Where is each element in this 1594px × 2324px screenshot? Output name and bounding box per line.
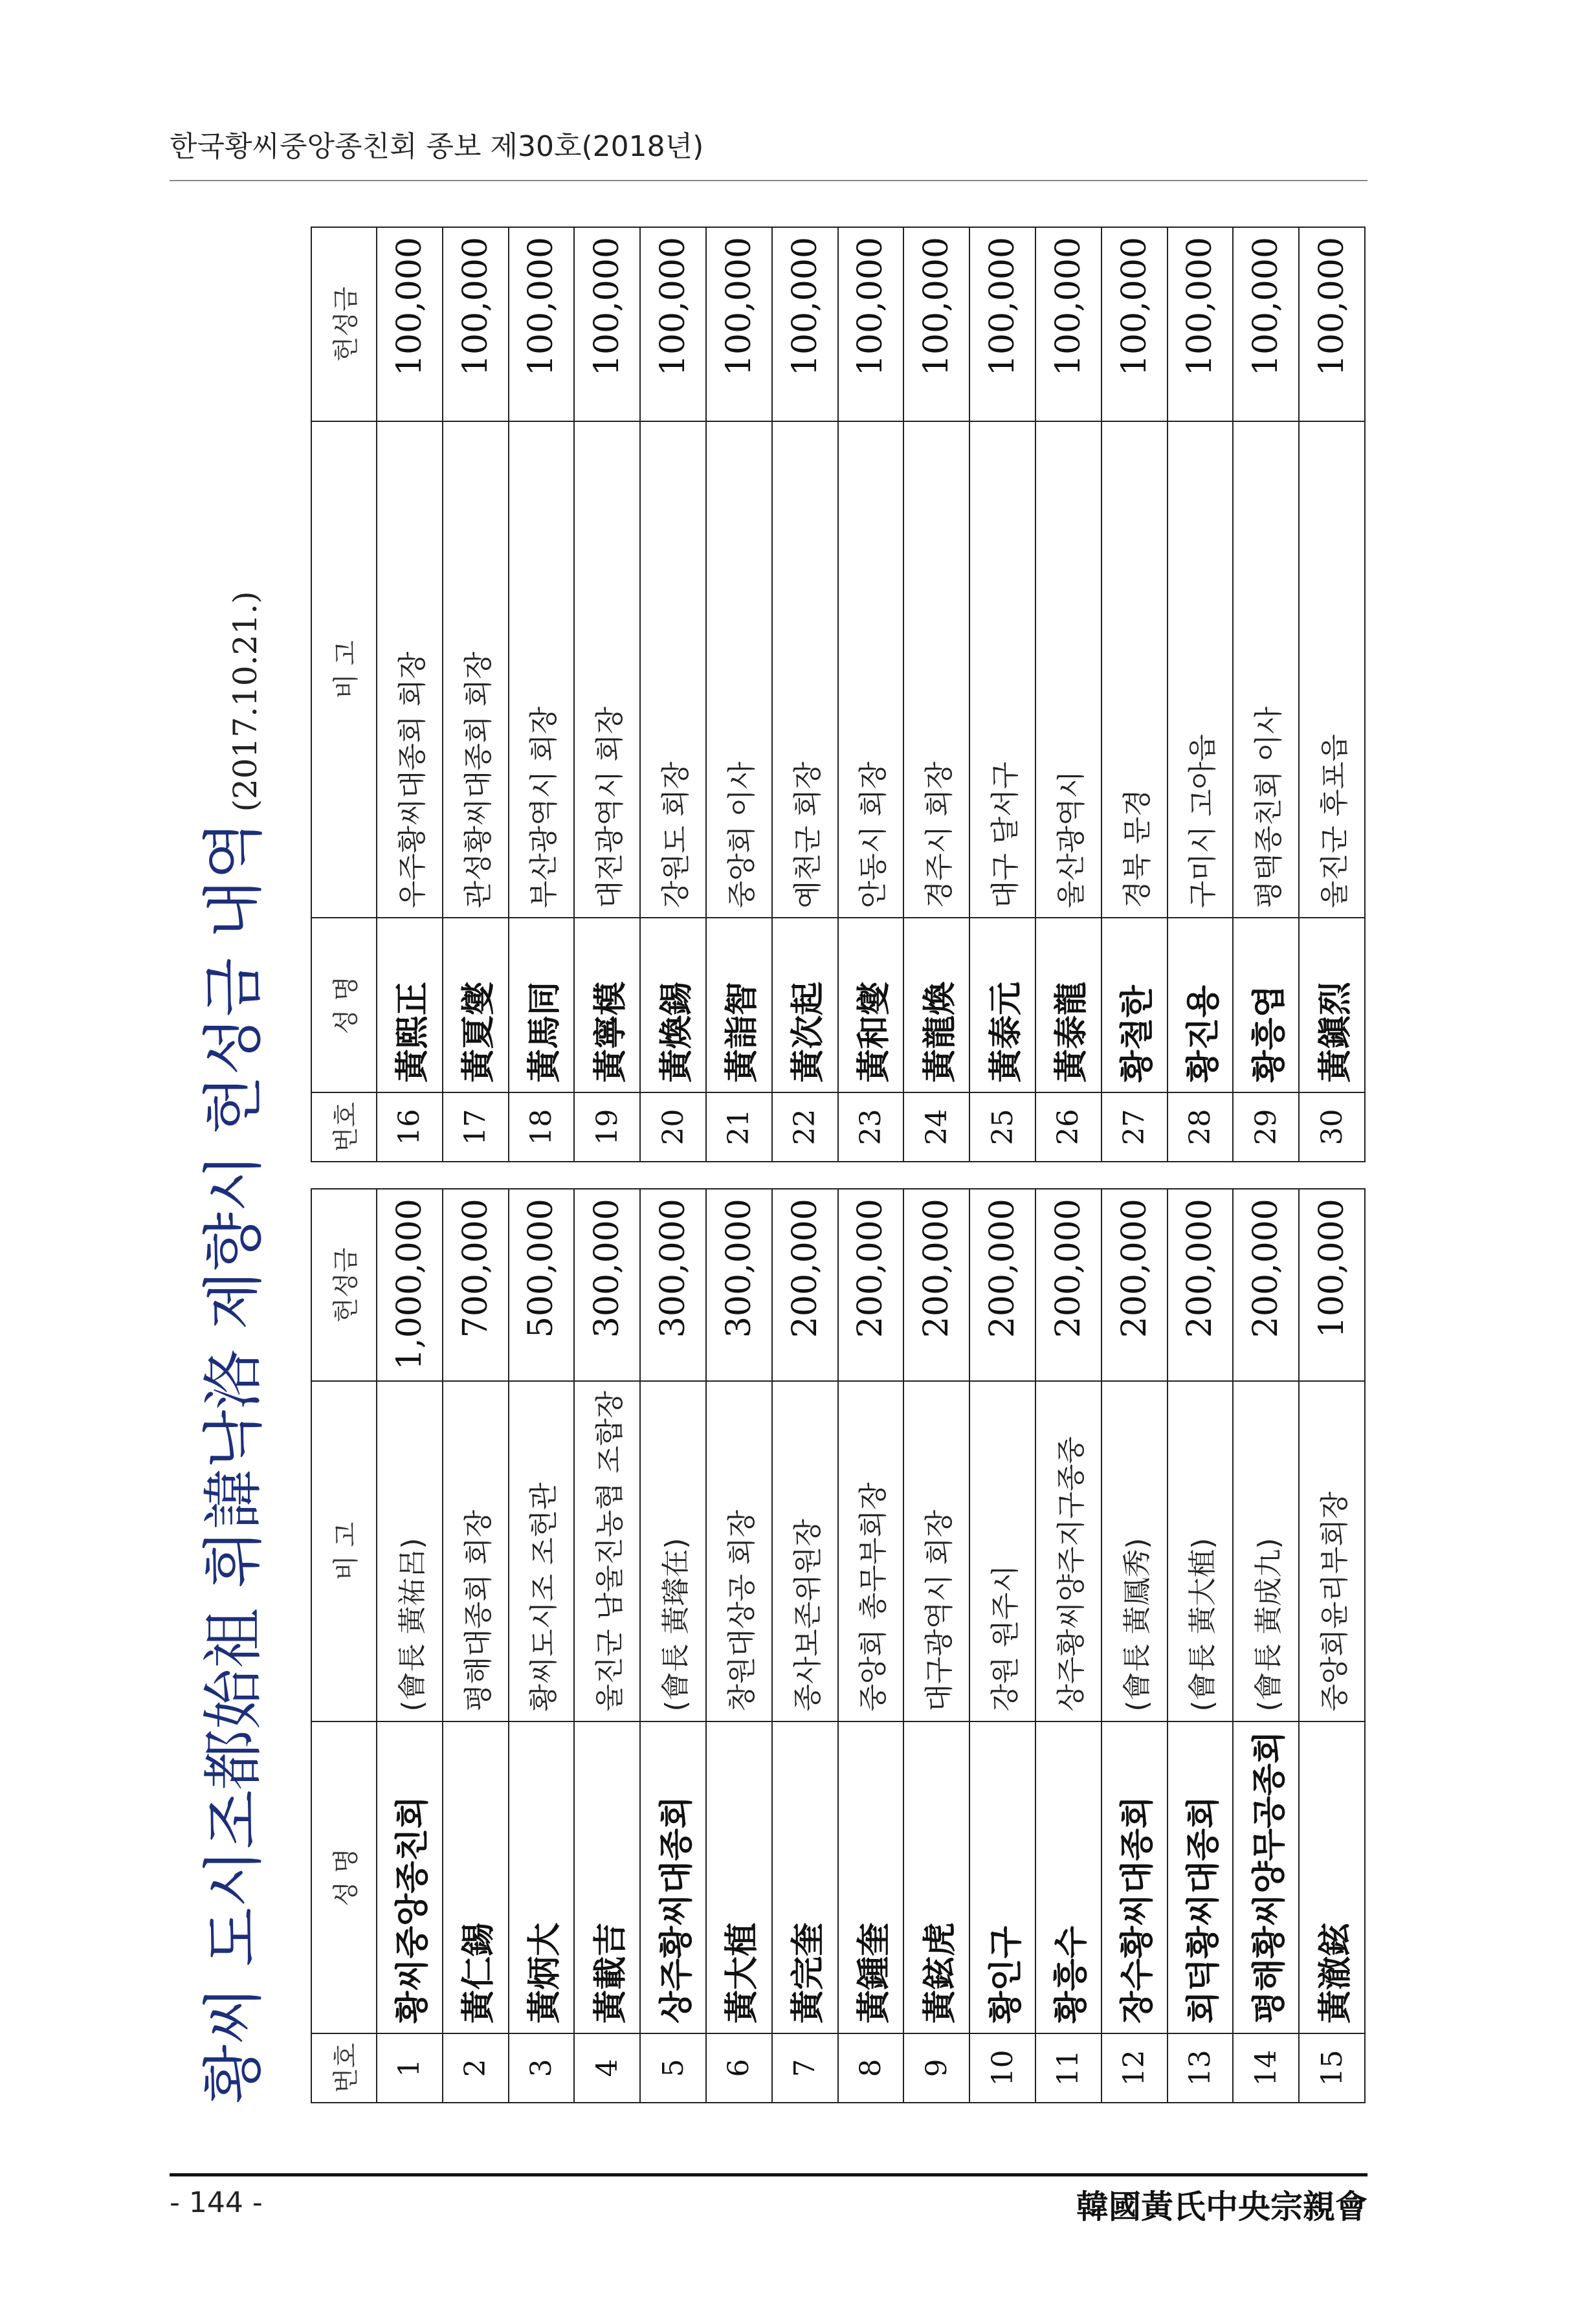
header-divider <box>170 180 1367 181</box>
donation-amount: 100,000 <box>969 227 1035 421</box>
donor-name: 황인구 <box>969 1721 1035 2033</box>
journal-header: 한국황씨중앙종친회 종보 제30호(2018년) <box>170 130 704 163</box>
donor-name: 黃炳大 <box>509 1721 575 2033</box>
row-number: 9 <box>903 2033 969 2103</box>
donor-name: 황흥엽 <box>1233 918 1299 1092</box>
donor-name: 黃煥錫 <box>640 918 706 1092</box>
column-header-num: 번호 <box>311 2033 377 2103</box>
donor-name: 상주황씨대종회 <box>640 1721 706 2033</box>
row-number: 8 <box>838 2033 904 2103</box>
donation-amount: 100,000 <box>1035 227 1101 421</box>
donation-amount: 100,000 <box>903 227 969 421</box>
footer-brand: 韓國黃氏中央宗親會 <box>1076 2187 1367 2226</box>
row-number: 5 <box>640 2033 706 2103</box>
donor-note: (會長 黃大植) <box>1168 1381 1234 1721</box>
row-number: 7 <box>772 2033 838 2103</box>
page-number: - 144 - <box>170 2186 263 2219</box>
donor-name: 黃泰元 <box>969 918 1035 1092</box>
table-row <box>1035 227 1101 1162</box>
donation-amount: 200,000 <box>838 1189 904 1381</box>
table-row <box>706 227 772 1162</box>
donation-amount: 700,000 <box>443 1189 509 1381</box>
donation-amount: 100,000 <box>1101 227 1168 421</box>
donation-amount: 200,000 <box>903 1189 969 1381</box>
row-number: 18 <box>509 1092 575 1162</box>
donor-name: 회덕황씨대종회 <box>1168 1721 1234 2033</box>
donor-note: 경북 문경 <box>1101 421 1168 918</box>
table-row <box>574 1189 640 2103</box>
donation-amount: 100,000 <box>377 227 443 421</box>
donor-name: 黃鉉虎 <box>903 1721 969 2033</box>
donor-name: 황진용 <box>1168 918 1234 1092</box>
donor-name: 황흥수 <box>1035 1721 1101 2033</box>
table-row <box>1101 1189 1168 2103</box>
row-number: 21 <box>706 1092 772 1162</box>
table-row <box>1168 1189 1234 2103</box>
row-number: 17 <box>443 1092 509 1162</box>
donor-note: 상주황씨양주지구종중 <box>1035 1381 1101 1721</box>
donor-note: 중앙회윤리부회장 <box>1299 1381 1365 1721</box>
donation-table-left <box>311 1188 1366 2103</box>
donor-name: 黃寧模 <box>574 918 640 1092</box>
donor-note: 중앙회 이사 <box>706 421 772 918</box>
donation-amount: 200,000 <box>772 1189 838 1381</box>
row-number: 2 <box>443 2033 509 2103</box>
donor-note: (會長 黃璿在) <box>640 1381 706 1721</box>
table-row <box>903 227 969 1162</box>
donation-amount: 500,000 <box>509 1189 575 1381</box>
table-row <box>509 1189 575 2103</box>
document-title: 황씨 도시조都始祖 휘諱낙洛 제향시 헌성금 내역 <box>199 821 269 2103</box>
donation-amount: 100,000 <box>838 227 904 421</box>
table-header-row <box>311 227 377 1162</box>
table-row <box>772 1189 838 2103</box>
donation-amount: 300,000 <box>706 1189 772 1381</box>
table-row <box>1299 1189 1365 2103</box>
donor-name: 黃和燮 <box>838 918 904 1092</box>
column-header-name: 성 명 <box>311 1721 377 2033</box>
donation-amount: 200,000 <box>1168 1189 1234 1381</box>
column-header-num: 번호 <box>311 1092 377 1162</box>
donor-name: 黃載吉 <box>574 1721 640 2033</box>
donor-name: 黃夏燮 <box>443 918 509 1092</box>
row-number: 20 <box>640 1092 706 1162</box>
title-row <box>194 227 272 2103</box>
table-row <box>509 227 575 1162</box>
table-row <box>969 1189 1035 2103</box>
donor-name: 黃熙正 <box>377 918 443 1092</box>
donor-name: 黃馬同 <box>509 918 575 1092</box>
row-number: 14 <box>1233 2033 1299 2103</box>
donation-amount: 100,000 <box>1299 227 1365 421</box>
donor-name: 황철한 <box>1101 918 1168 1092</box>
row-number: 27 <box>1101 1092 1168 1162</box>
donor-note: 구미시 고아읍 <box>1168 421 1234 918</box>
table-row <box>640 1189 706 2103</box>
donor-note: 종사보존위원장 <box>772 1381 838 1721</box>
row-number: 23 <box>838 1092 904 1162</box>
donor-note: 창원대상공 회장 <box>706 1381 772 1721</box>
donor-name: 장수황씨대종회 <box>1101 1721 1168 2033</box>
document-date: (2017.10.21.) <box>227 591 264 812</box>
donation-tables <box>311 227 1366 2103</box>
table-row <box>1233 227 1299 1162</box>
donation-amount: 1,000,000 <box>377 1189 443 1381</box>
row-number: 10 <box>969 2033 1035 2103</box>
donor-name: 黃龍煥 <box>903 918 969 1092</box>
donor-name: 黃次起 <box>772 918 838 1092</box>
donor-note: 안동시 회장 <box>838 421 904 918</box>
table-row <box>706 1189 772 2103</box>
donor-note: (會長 黃祐呂) <box>377 1381 443 1721</box>
table-row <box>838 1189 904 2103</box>
table-row <box>1299 227 1365 1162</box>
donation-amount: 200,000 <box>969 1189 1035 1381</box>
donor-name: 평해황씨양무공종회 <box>1233 1721 1299 2033</box>
table-header-row <box>311 1189 377 2103</box>
donation-amount: 300,000 <box>640 1189 706 1381</box>
row-number: 28 <box>1168 1092 1234 1162</box>
table-row <box>377 227 443 1162</box>
row-number: 4 <box>574 2033 640 2103</box>
row-number: 30 <box>1299 1092 1365 1162</box>
table-row <box>903 1189 969 2103</box>
rotated-content <box>194 227 1366 2103</box>
donation-amount: 100,000 <box>640 227 706 421</box>
donation-table-right <box>311 227 1366 1162</box>
donor-note: 경주시 회장 <box>903 421 969 918</box>
donor-name: 黃詣智 <box>706 918 772 1092</box>
table-body-left <box>377 1189 1365 2103</box>
donor-note: 중앙회 총무부회장 <box>838 1381 904 1721</box>
donor-note: 울진군 후포읍 <box>1299 421 1365 918</box>
table-row <box>838 227 904 1162</box>
table-body-right <box>377 227 1365 1162</box>
column-header-name: 성 명 <box>311 918 377 1092</box>
donation-amount: 300,000 <box>574 1189 640 1381</box>
donor-note: 우주황씨대종회 회장 <box>377 421 443 918</box>
donor-name: 黃完奎 <box>772 1721 838 2033</box>
donor-note: 평해대종회 회장 <box>443 1381 509 1721</box>
donation-amount: 100,000 <box>1299 1189 1365 1381</box>
donation-amount: 200,000 <box>1101 1189 1168 1381</box>
donor-note: 대구광역시 회장 <box>903 1381 969 1721</box>
donor-note: 평택종친회 이사 <box>1233 421 1299 918</box>
donor-name: 黃泰龍 <box>1035 918 1101 1092</box>
donor-name: 黃鍾奎 <box>838 1721 904 2033</box>
row-number: 6 <box>706 2033 772 2103</box>
footer-divider <box>170 2173 1367 2176</box>
row-number: 13 <box>1168 2033 1234 2103</box>
table-row <box>640 227 706 1162</box>
donation-amount: 100,000 <box>772 227 838 421</box>
table-row <box>377 1189 443 2103</box>
column-header-amount: 헌성금 <box>311 227 377 421</box>
table-row <box>443 227 509 1162</box>
column-header-note: 비 고 <box>311 1381 377 1721</box>
donor-note: 울진군 남울진농협 조합장 <box>574 1381 640 1721</box>
table-row <box>1101 227 1168 1162</box>
row-number: 15 <box>1299 2033 1365 2103</box>
table-row <box>574 227 640 1162</box>
donor-note: (會長 黃鳳秀) <box>1101 1381 1168 1721</box>
table-row <box>1035 1189 1101 2103</box>
row-number: 19 <box>574 1092 640 1162</box>
table-row <box>443 1189 509 2103</box>
donor-name: 黃澈鉉 <box>1299 1721 1365 2033</box>
donor-note: 대구 달서구 <box>969 421 1035 918</box>
donation-amount: 100,000 <box>574 227 640 421</box>
table-row <box>1233 1189 1299 2103</box>
donor-note: 울산광역시 <box>1035 421 1101 918</box>
donation-amount: 100,000 <box>509 227 575 421</box>
donor-note: 부산광역시 회장 <box>509 421 575 918</box>
row-number: 1 <box>377 2033 443 2103</box>
row-number: 29 <box>1233 1092 1299 1162</box>
donation-amount: 100,000 <box>1168 227 1234 421</box>
donor-note: 황씨도시조 조헌관 <box>509 1381 575 1721</box>
column-header-note: 비 고 <box>311 421 377 918</box>
donation-amount: 100,000 <box>706 227 772 421</box>
donation-amount: 100,000 <box>443 227 509 421</box>
row-number: 3 <box>509 2033 575 2103</box>
row-number: 24 <box>903 1092 969 1162</box>
donor-note: 예천군 회장 <box>772 421 838 918</box>
row-number: 16 <box>377 1092 443 1162</box>
row-number: 26 <box>1035 1092 1101 1162</box>
donor-note: 강원도 회장 <box>640 421 706 918</box>
donation-amount: 200,000 <box>1035 1189 1101 1381</box>
table-row <box>1168 227 1234 1162</box>
table-row <box>772 227 838 1162</box>
donor-name: 黃鎭烈 <box>1299 918 1365 1092</box>
donor-name: 황씨중앙종친회 <box>377 1721 443 2033</box>
row-number: 22 <box>772 1092 838 1162</box>
row-number: 11 <box>1035 2033 1101 2103</box>
table-row <box>969 227 1035 1162</box>
donor-note: 관성황씨대종회 회장 <box>443 421 509 918</box>
row-number: 25 <box>969 1092 1035 1162</box>
donor-name: 黃仁錫 <box>443 1721 509 2033</box>
donor-note: (會長 黃成九) <box>1233 1381 1299 1721</box>
column-header-amount: 헌성금 <box>311 1189 377 1381</box>
donor-name: 黃大植 <box>706 1721 772 2033</box>
donation-amount: 200,000 <box>1233 1189 1299 1381</box>
donor-note: 강원 원주시 <box>969 1381 1035 1721</box>
row-number: 12 <box>1101 2033 1168 2103</box>
donor-note: 대전광역시 회장 <box>574 421 640 918</box>
donation-amount: 100,000 <box>1233 227 1299 421</box>
